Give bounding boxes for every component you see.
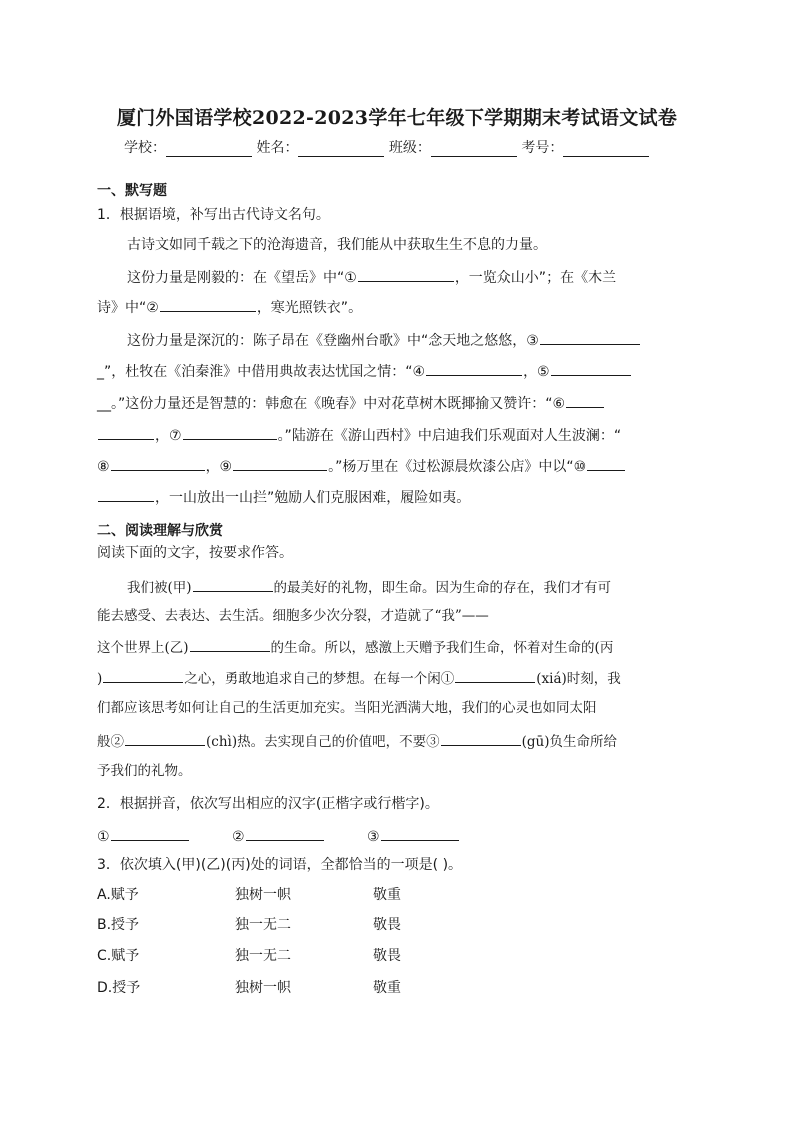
student-info-row (124, 137, 649, 157)
answer-blank-5[interactable] (551, 360, 631, 376)
option-a[interactable]: A.赋予 (97, 887, 139, 903)
option-b-word-2: 独一无二 (235, 917, 291, 933)
fill-blank-bing[interactable] (103, 667, 183, 683)
reading-line: 予我们的礼物。 (97, 763, 192, 779)
reading-instruction: 阅读下面的文字，按要求作答。 (97, 545, 293, 561)
passage-line: ，⑦ 。”陆游在《游山西村》中启迪我们乐观面对人生波澜：“ (97, 424, 621, 446)
number-label: 考号： (521, 140, 564, 156)
answer-blank-1[interactable] (358, 266, 454, 282)
answer-blank-10-cont[interactable] (98, 486, 154, 502)
name-label: 姓名： (256, 140, 299, 156)
answer-blank-2[interactable] (160, 296, 256, 312)
option-b[interactable]: B.授予 (97, 917, 140, 933)
question-3-prompt: 3．依次填入(甲)(乙)(丙)处的词语，全都恰当的一项是( )。 (97, 857, 463, 873)
reading-line: 能去感受、去表达、去生活。细胞多少次分裂，才造就了“我”—— (97, 608, 489, 624)
option-b-word-3: 敬畏 (373, 917, 401, 933)
option-c[interactable]: C.赋予 (97, 948, 140, 964)
reading-line: 般② (chì)热。去实现自己的价值吧，不要③ (gū)负生命所给 (97, 730, 617, 752)
reading-line: 这个世界上(乙) 的生命。所以，感激上天赠予我们生命，怀着对生命的(丙 (97, 636, 613, 658)
answer-blank-q2-2[interactable] (246, 825, 324, 841)
pinyin-blank-1[interactable] (455, 667, 535, 683)
school-field[interactable] (166, 140, 252, 157)
passage-line: 这份力量是刚毅的：在《望岳》中“① ，一览众山小”；在《木兰 (127, 266, 616, 288)
answer-blank-6[interactable] (566, 392, 604, 408)
fill-blank-yi[interactable] (190, 636, 270, 652)
reading-line: ) 之心，勇敢地追求自己的梦想。在每一个闲① (xiá)时刻，我 (97, 667, 621, 689)
option-a-word-3: 敬重 (373, 887, 401, 903)
option-d-word-2: 独树一帜 (235, 980, 291, 996)
passage-line: 诗》中“② ，寒光照铁衣”。 (97, 296, 362, 318)
passage-line: 古诗文如同千载之下的沧海遗音，我们能从中获取生生不息的力量。 (127, 237, 547, 253)
class-label: 班级： (388, 140, 431, 156)
reading-line: 们都应该思考如何让自己的生活更加充实。当阳光洒满大地，我们的心灵也如同太阳 (97, 700, 597, 716)
section-heading-dictation: 一、默写题 (97, 183, 167, 199)
passage-line: __。”这份力量还是智慧的：韩愈在《晚春》中对花草树木既揶揄又赞许：“⑥ (97, 392, 605, 414)
option-c-word-3: 敬畏 (373, 948, 401, 964)
answer-blank-10[interactable] (587, 455, 625, 471)
number-field[interactable] (563, 140, 649, 157)
answer-blank-4[interactable] (426, 360, 522, 376)
option-a-word-2: 独树一帜 (235, 887, 291, 903)
answer-blank-6-cont[interactable] (98, 424, 154, 440)
school-label: 学校： (124, 140, 166, 156)
answer-blank-9[interactable] (233, 455, 327, 471)
passage-line: ，一山放出一山拦”勉励人们克服困难，履险如夷。 (97, 486, 470, 508)
passage-line: 这份力量是深沉的：陈子昂在《登幽州台歌》中“念天地之悠悠，③ (127, 329, 641, 351)
answer-blank-q2-3[interactable] (381, 825, 459, 841)
answer-blank-8[interactable] (111, 455, 205, 471)
question-2-answer-row: ① ② ③ (97, 825, 460, 847)
option-d-word-3: 敬重 (373, 980, 401, 996)
question-2-prompt: 2．根据拼音，依次写出相应的汉字(正楷字或行楷字)。 (97, 796, 439, 812)
passage-line: ⑧ ，⑨ 。”杨万里在《过松源晨炊漆公店》中以“⑩ (97, 455, 626, 477)
section-heading-reading: 二、阅读理解与欣赏 (97, 523, 223, 539)
exam-title: 厦门外国语学校2022-2023学年七年级下学期期末考试语文试卷 (116, 107, 678, 129)
option-c-word-2: 独一无二 (235, 948, 291, 964)
pinyin-blank-2[interactable] (125, 730, 205, 746)
answer-blank-q2-1[interactable] (111, 825, 189, 841)
name-field[interactable] (298, 140, 384, 157)
option-d[interactable]: D.授予 (97, 980, 141, 996)
pinyin-blank-3[interactable] (441, 730, 521, 746)
fill-blank-jia[interactable] (193, 576, 273, 592)
passage-line: _”，杜牧在《泊秦淮》中借用典故表达忧国之情：“④ ，⑤ (97, 360, 632, 382)
class-field[interactable] (431, 140, 517, 157)
question-1-prompt: 1．根据语境，补写出古代诗文名句。 (97, 207, 330, 223)
answer-blank-3[interactable] (540, 329, 640, 345)
answer-blank-7[interactable] (183, 424, 277, 440)
reading-line: 我们被(甲) 的最美好的礼物，即生命。因为生命的存在，我们才有可 (127, 576, 611, 598)
